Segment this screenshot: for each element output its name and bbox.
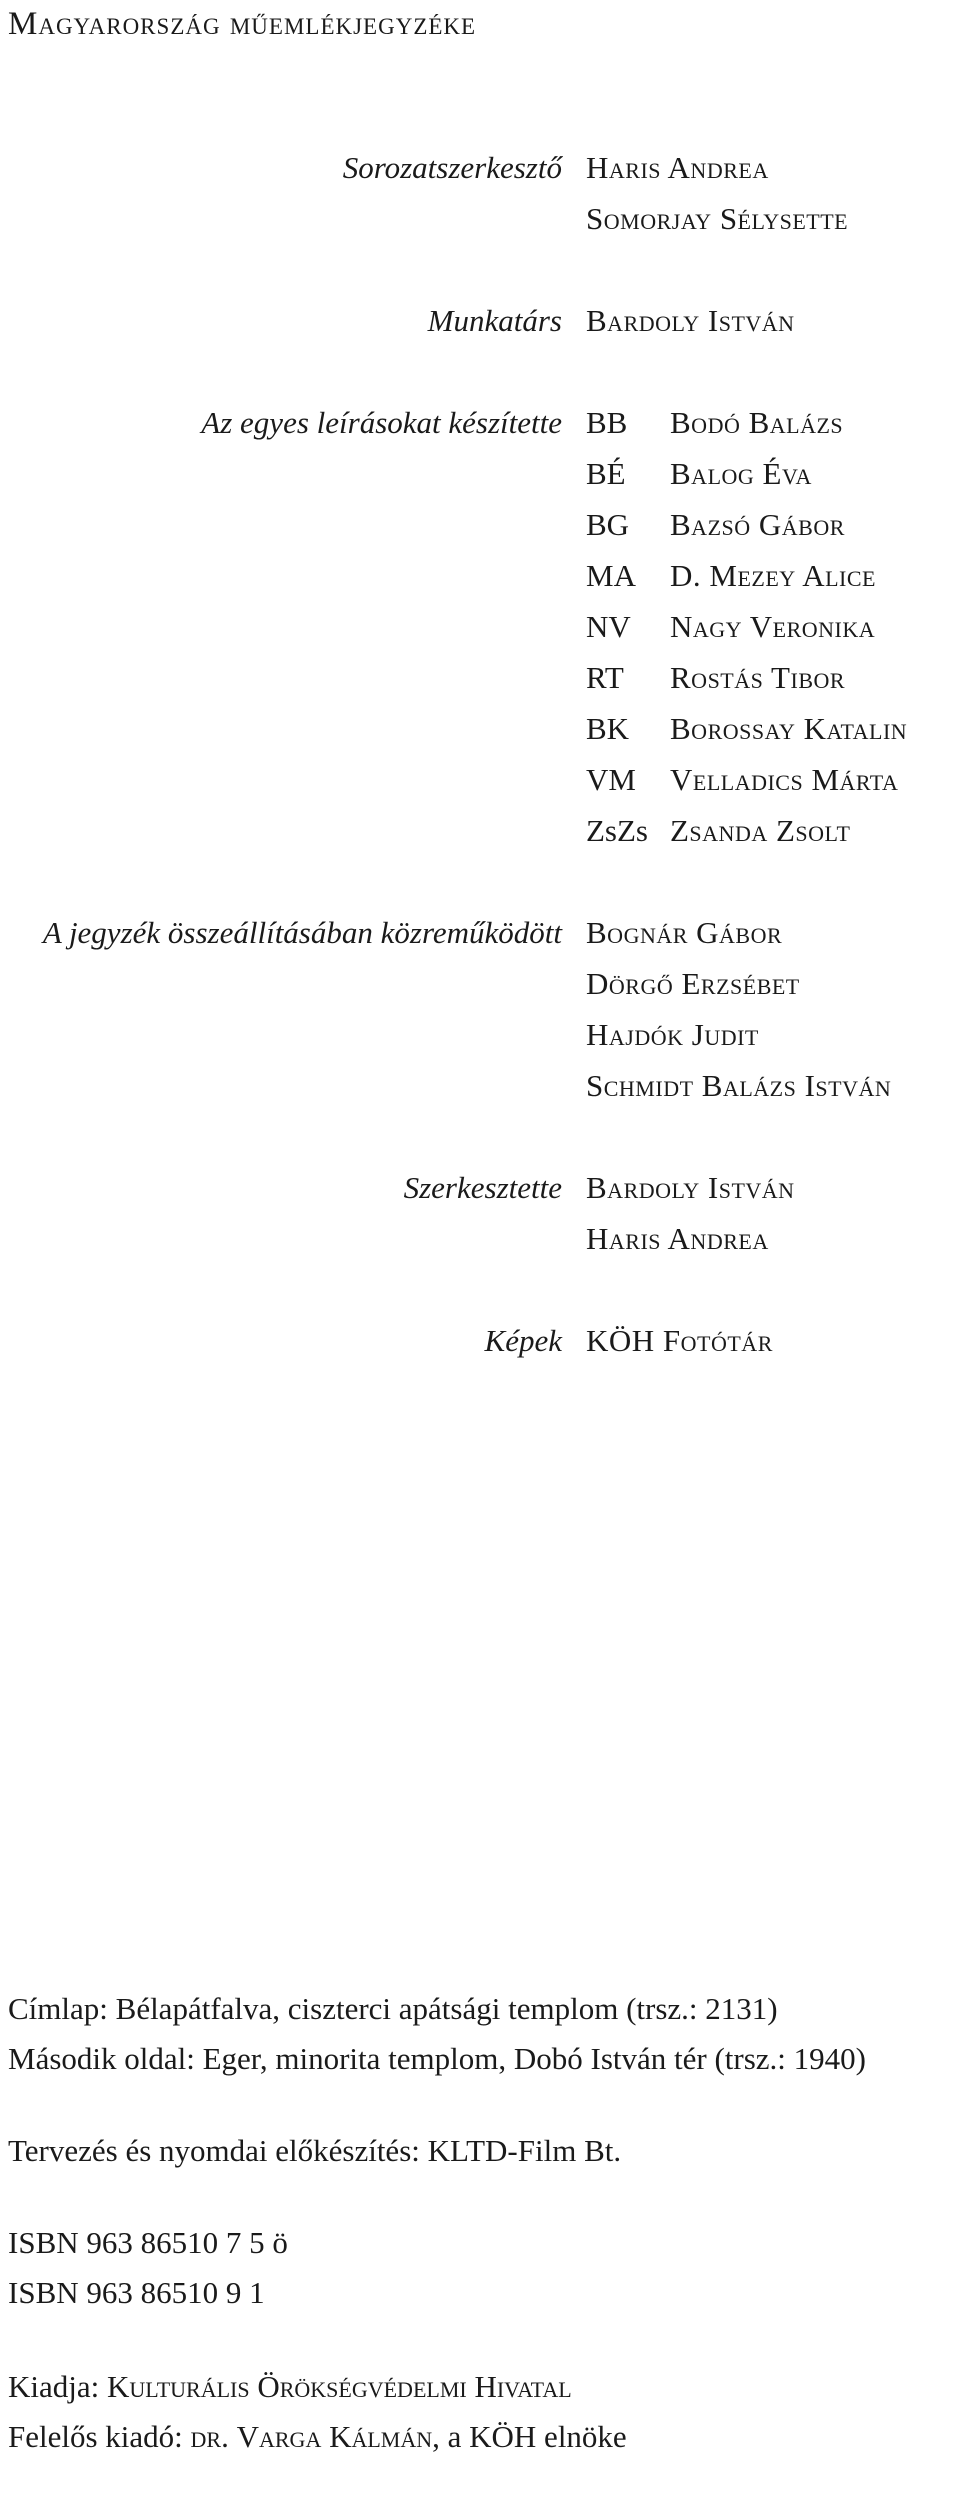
person-name: Schmidt Balázs István (586, 1068, 892, 1103)
author-code: BG (586, 507, 630, 542)
person-name: Haris Andrea (586, 1221, 769, 1256)
author-entry (586, 703, 907, 754)
author-name: Nagy Veronika (670, 609, 876, 644)
role-label: Képek (484, 1323, 562, 1358)
image-source: KÖH Fotótár (586, 1323, 773, 1358)
author-code: VM (586, 762, 636, 797)
role-label: Munkatárs (427, 303, 562, 338)
credit-editors (0, 1162, 960, 1264)
author-name: Balog Éva (670, 456, 812, 491)
author-name: Bazsó Gábor (670, 507, 845, 542)
person-name: Bognár Gábor (586, 915, 783, 950)
responsible-title: dr. (190, 2419, 229, 2454)
author-name: D. Mezey Alice (670, 558, 876, 593)
role-label: Sorozatszerkesztő (342, 150, 562, 185)
responsible-suffix: , a KÖH elnöke (432, 2419, 627, 2454)
names-list (586, 907, 891, 1111)
author-code: MA (586, 558, 636, 593)
publisher-label: Kiadja: (8, 2369, 107, 2404)
role-label: Az egyes leírásokat készítette (201, 405, 562, 440)
credit-compilers (0, 907, 960, 1111)
author-name: Rostás Tibor (670, 660, 846, 695)
person-name: Haris Andrea (586, 150, 769, 185)
credit-images (0, 1315, 960, 1366)
author-code: BB (586, 405, 628, 440)
names-list (586, 295, 795, 346)
responsible-publisher-line (8, 2412, 866, 2462)
design-credit: Tervezés és nyomdai előkészítés: KLTD-Film Bt. (8, 2133, 622, 2168)
credits (0, 142, 960, 1366)
person-name: Bardoly István (586, 303, 795, 338)
author-code: RT (586, 660, 624, 695)
person-name: Bardoly István (586, 1170, 795, 1205)
role-label: A jegyzék összeállításában közreműködött (42, 915, 562, 950)
author-entry (586, 601, 907, 652)
author-entry (586, 499, 907, 550)
names-list (586, 142, 848, 244)
author-name: Bodó Balázs (670, 405, 844, 440)
names-list (586, 1315, 773, 1366)
names-list (586, 1162, 795, 1264)
isbn-line: ISBN 963 86510 7 5 ö (8, 2225, 288, 2260)
credit-collaborator (0, 295, 960, 346)
author-code: ZsZs (586, 813, 648, 848)
person-name: Dörgő Erzsébet (586, 966, 800, 1001)
series-title: Magyarország műemlékjegyzéke (8, 6, 477, 42)
colophon (8, 1984, 866, 2462)
person-name: Somorjay Sélysette (586, 201, 849, 236)
credit-authors (0, 397, 960, 856)
author-name: Zsanda Zsolt (670, 813, 851, 848)
role-label: Szerkesztette (403, 1170, 562, 1205)
author-entry (586, 397, 907, 448)
author-code: BÉ (586, 456, 626, 491)
cover-caption: Címlap: Bélapátfalva, ciszterci apátsági templom (trsz.: 2131) (8, 1991, 778, 2026)
author-code: BK (586, 711, 630, 746)
author-entry (586, 448, 907, 499)
isbn-line: ISBN 963 86510 9 1 (8, 2275, 265, 2310)
credit-series-editor (0, 142, 960, 244)
author-entry (586, 652, 907, 703)
second-page-caption: Második oldal: Eger, minorita templom, Dobó István tér (trsz.: 1940) (8, 2041, 866, 2076)
author-entry (586, 754, 907, 805)
author-name: Borossay Katalin (670, 711, 908, 746)
author-entry (586, 805, 907, 856)
publisher-line (8, 2362, 866, 2412)
responsible-label: Felelős kiadó: (8, 2419, 191, 2454)
authors-list (586, 397, 907, 856)
author-name: Velladics Márta (670, 762, 899, 797)
responsible-name: Varga Kálmán (236, 2419, 433, 2454)
person-name: Hajdók Judit (586, 1017, 759, 1052)
author-code: NV (586, 609, 631, 644)
publisher-name: Kulturális Örökségvédelmi Hivatal (107, 2369, 572, 2404)
author-entry (586, 550, 907, 601)
